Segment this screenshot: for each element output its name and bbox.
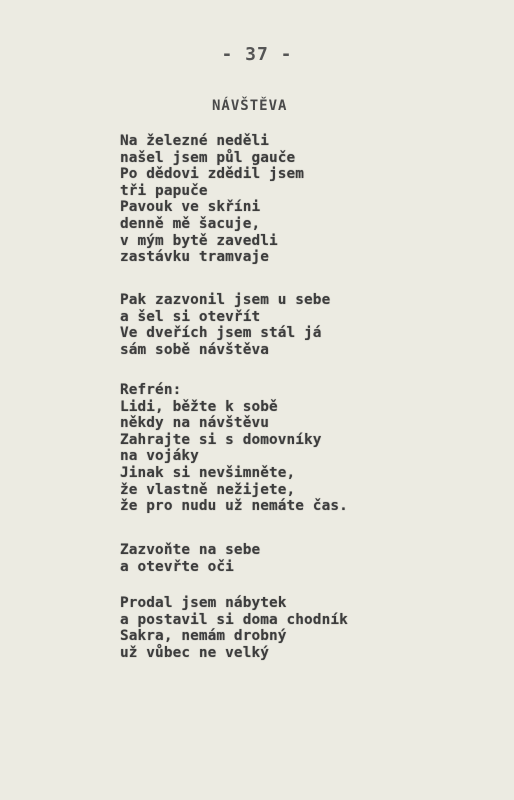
poem-line: Na železné neděli — [120, 133, 269, 149]
poem-line: Po dědovi zdědil jsem — [120, 166, 305, 183]
poem-line: Lidi, běžte k sobě — [120, 398, 278, 415]
stanza-refrain — [120, 382, 348, 515]
poem-line: Sakra, nemám drobný — [120, 628, 287, 645]
stanza-1 — [120, 133, 304, 266]
poem-line: na vojáky — [120, 448, 199, 465]
page-number: - 37 - — [221, 44, 293, 65]
poem-line: Jinak si nevšimněte, — [120, 464, 296, 481]
poem-line: že vlastně nežijete, — [120, 481, 296, 498]
poem-line: už vůbec ne velký — [120, 644, 269, 661]
stanza-2 — [120, 292, 330, 358]
poem-line: našel jsem půl gauče — [120, 149, 296, 166]
poem-line: zastávku tramvaje — [120, 249, 269, 266]
poem-line: Pak zazvonil jsem u sebe — [120, 292, 331, 308]
poem-line: a otevřte oči — [120, 558, 234, 575]
poem-line: sám sobě návštěva — [120, 341, 269, 358]
poem-line: Zahrajte si s domovníky — [120, 431, 322, 448]
poem-line: tři papuče — [120, 182, 208, 199]
poem-line: Pavouk ve skříni — [120, 199, 261, 216]
poem-line: Prodal jsem nábytek — [120, 595, 287, 611]
poem-line: někdy na návštěvu — [120, 415, 269, 432]
poem-title: NÁVŠTĚVA — [212, 98, 288, 114]
poem-line: denně mě šacuje, — [120, 215, 261, 232]
refrain-label: Refrén: — [120, 382, 182, 398]
poem-line: a postavil si doma chodník — [120, 611, 348, 628]
poem-line: že pro nudu už nemáte čas. — [120, 498, 348, 515]
poem-line: a šel si otevřít — [120, 308, 261, 325]
poem-line: Zazvoňte na sebe — [120, 542, 261, 558]
poem-line: Ve dveřích jsem stál já — [120, 325, 322, 342]
poem-line: v mým bytě zavedli — [120, 232, 278, 249]
stanza-5 — [120, 595, 348, 661]
stanza-4 — [120, 542, 260, 575]
